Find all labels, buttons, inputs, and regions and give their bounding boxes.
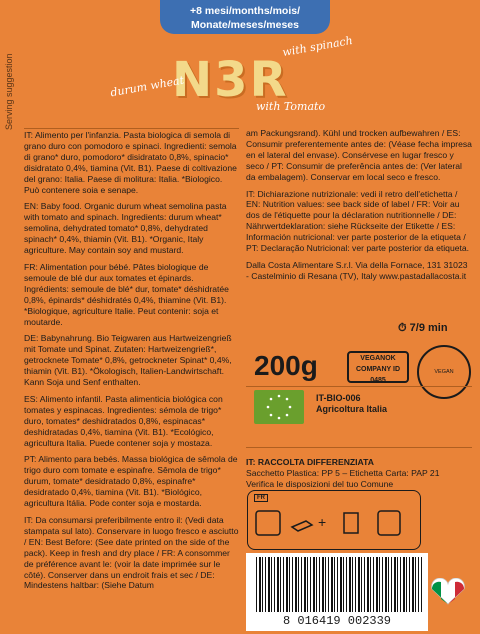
text-de: DE: Babynahrung. Bio Teigwaren aus Hartweizengrieß mit Tomate und Spinat. Zutaten: Hartweizengrieß*, getrocknete Tomate* 0,8%, getrockneter Spinat* 0,4%, thiamin (Vit. B1). *Ökologisch, Italien-Landwirtschaft. Kann Soja und Senf enthalten.	[24, 333, 232, 388]
recycling-icons	[252, 505, 412, 541]
text-es: ES: Alimento infantil. Pasta alimenticia biológica con tomates y espinacas. Ingredientes: sémola de trigo* duro, tomates* deshidratados 0,8%, espinacas* deshidratadas 0,4%, tiamina (Vit. B1). *Ecológico, agricultura Italia. Puede contener soja y mostaza.	[24, 393, 223, 448]
text-manufacturer: Dalla Costa Alimentare S.r.l. Via della Fornace, 131 31023 - Castelminio di Resana (TV), Italy www.pastadallacosta.it	[246, 259, 468, 281]
age-line-1: +8 mesi/months/mois/	[190, 5, 300, 17]
text-it: IT: Alimento per l'infanzia. Pasta biologica di semola di grano duro con pomodoro e spinaci. Ingredienti: semola di grano* duro, pomodoro* disidratato 0,8%, spinacio* disidratato 0,4%, tiamina (Vit. B1). Paese di coltivazione del grano: Italia. Paese di molitura: Italia. *Biologico. Può contenere soia e senape.	[24, 130, 237, 195]
with-spinach-label: with spinach	[281, 33, 354, 60]
barcode	[246, 553, 428, 631]
text-best-before: IT: Da consumarsi preferibilmente entro il: (Vedi data stampata sul lato). Conservare in luogo fresco e asciutto / EN: Best Before: (See date printed on the side of the pack). Keep in fresh and dry place / FR: A consommer de préférence avant le: (voir la date imprimée sur le côté). Conserver dans un endroit frais et sec / DE: Mindestens haltbar: (Siehe Datum	[24, 515, 239, 591]
divider	[246, 447, 472, 448]
bio-code: IT-BIO-006 Agricoltura Italia	[316, 393, 388, 414]
text-en: EN: Baby food. Organic durum wheat semolina pasta with tomato and spinach. Ingredients: durum wheat* semolina, dehydrated tomato* 0,8%, dehydrated spinach* 0,4%, thiamin (Vit. B1). *Organic, Italy agriculture. May contain soy and mustard.	[24, 201, 227, 256]
divider	[246, 386, 472, 387]
age-line-2: Monate/meses/meses	[191, 19, 299, 31]
storage-column	[246, 128, 472, 288]
veganok-logo: VEGANOK COMPANY ID 0485	[347, 351, 409, 383]
text-fr: FR: Alimentation pour bébé. Pâtes biologique de semoule de blé dur aux tomates et épinards. Ingrédients: semoule de blé* dur, tomate* déshidratée 0,8%, épinards* déshidratés 0,4%, thiamine (Vit. B1). *Biologique, agriculture Italie. Peut contenir: soja et moutarde.	[24, 261, 229, 327]
ingredients-column	[24, 128, 239, 597]
italy-heart-icon	[428, 578, 468, 606]
durum-wheat-label: durum wheat	[109, 73, 185, 100]
pasta-letters: N3R	[172, 52, 289, 108]
cooking-time: ⏱ 7/9 min	[398, 322, 448, 334]
product-header	[0, 0, 480, 130]
barcode-number: 8 016419 002339	[282, 614, 392, 628]
net-weight: 200g	[254, 350, 318, 381]
text-nutrition: IT: Dichiarazione nutrizionale: vedi il retro dell'etichetta / EN: Nutrition values: see back side of label / FR: Voir au dos de l'étiquette pour la déclaration nutritionnelle / DE: Nährwertdeklaration: siehe Rückseite der Etikette / ES: Información nutricional: ver parte posterior de la etiqueta / PT: Declaração Nutricional: ver parte posterior da etiqueta.	[246, 188, 470, 254]
text-storage: am Packungsrand). Kühl und trocken aufbewahren / ES: Consumir preferentemente antes de: (Véase fecha impresa en el lateral del envase). Consérvese en lugar fresco y seco / PT: Consumir de preferência antes de: (Ver lateral da embalagem). Conservar em local seco e fresco.	[246, 128, 472, 182]
recycling-info: IT: RACCOLTA DIFFERENZIATA Sacchetto Plastica: PP 5 – Etichetta Carta: PAP 21 Verifica le disposizioni del tuo Comune	[246, 457, 440, 489]
serving-suggestion: Serving suggestion	[4, 53, 14, 130]
fr-label: FR	[254, 494, 268, 502]
with-tomato-label: with Tomato	[256, 100, 326, 113]
svg-text:+: +	[318, 514, 327, 530]
vegan-seal-icon: VEGAN	[417, 345, 471, 399]
barcode-bars	[256, 557, 422, 612]
clock-icon: ⏱	[398, 322, 410, 334]
eu-organic-leaf-icon	[254, 390, 304, 424]
text-pt: PT: Alimento para bebés. Massa biológica de sêmola de trigo duro com tomate e espinafre. Sêmola de trigo* durum, tomate* desidratado 0,8%, espinafre* desidratado 0,4%, tiamina (Vit. B1). *Biológico, agricultura Itália. Pode conter soja e mostarda.	[24, 454, 238, 509]
age-badge	[160, 0, 330, 34]
